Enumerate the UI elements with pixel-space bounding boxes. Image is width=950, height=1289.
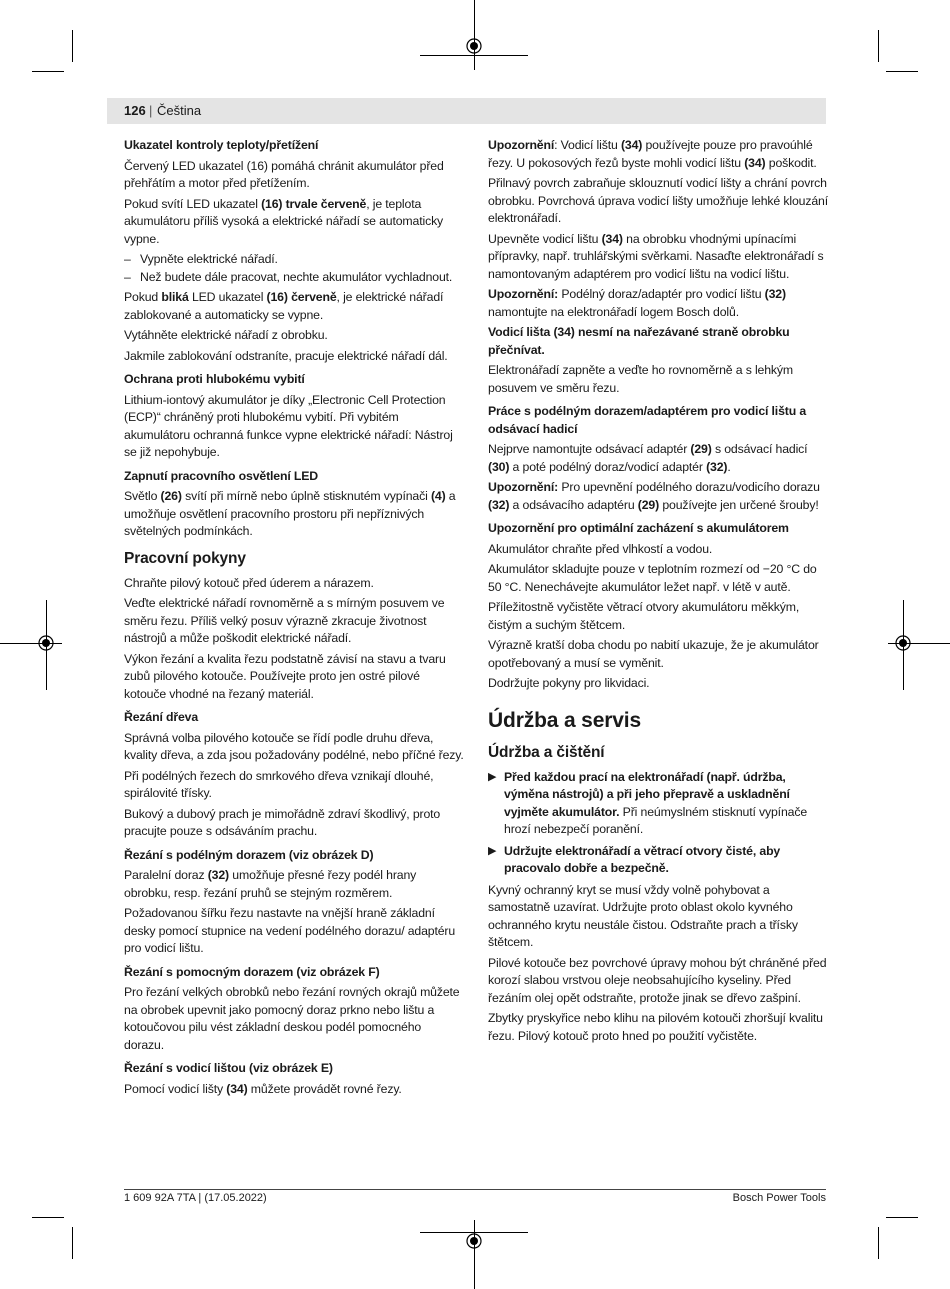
crop-mark <box>32 1217 64 1218</box>
crop-mark <box>474 1220 475 1289</box>
warning-bullet-icon: ▶ <box>488 770 497 783</box>
paragraph: Veďte elektrické nářadí rovnoměrně a s mírným posuvem ve směru řezu. Příliš velký posuv výrazně zkracuje životnost nástrojů a může poškodit elektrické nářadí. <box>124 596 445 645</box>
paragraph: Upozornění: Pro upevnění podélného dorazu/vodicího dorazu (32) a odsávacího adaptéru (29) používejte jen určené šrouby! <box>488 480 820 512</box>
paragraph: Příležitostně vyčistěte větrací otvory akumulátoru měkkým, čistým a suchým štětcem. <box>488 600 800 632</box>
paragraph: Pro řezání velkých obrobků nebo řezání rovných okrajů můžete na obrobek upevnit jako pomocný doraz prkno nebo lištu a kotoučovou pilu vést základní deskou podél pomocného dorazu. <box>124 985 460 1052</box>
warning-bullet-icon: ▶ <box>488 844 497 857</box>
footer-doc-id: 1 609 92A 7TA | (17.05.2022) <box>124 1192 267 1204</box>
crop-mark <box>72 30 73 62</box>
left-column <box>124 137 464 1101</box>
warning-item: ▶ Udržujte elektronářadí a větrací otvory čisté, aby pracovalo dobře a bezpečně. <box>488 843 781 875</box>
page-number: 126 <box>124 103 146 118</box>
paragraph: Paralelní doraz (32) umožňuje přesné řezy podél hrany obrobku, resp. řezání pruhů se stejným rozměrem. <box>124 868 417 900</box>
paragraph: Červený LED ukazatel (16) pomáhá chránit akumulátor před přehřátím a motor před přetížením. <box>124 158 444 190</box>
heading-adapter-hose: Práce s podélným dorazem/adaptérem pro vodicí lištu a odsávací hadicí <box>488 404 807 436</box>
paragraph: Přilnavý povrch zabraňuje sklouznutí vodicí lišty a chrání povrch obrobku. Povrchová úprava vodicí lišty umožňuje lehké klouzání elektronářadí. <box>488 176 828 225</box>
list-item: – Vypněte elektrické nářadí. <box>124 251 464 269</box>
header-bar <box>107 98 826 124</box>
heading-maintenance-service: Údržba a servis <box>488 708 641 732</box>
heading-deep-discharge: Ochrana proti hlubokému vybití <box>124 372 305 386</box>
paragraph: Upozornění: Podélný doraz/adaptér pro vodicí lištu (32) namontujte na elektronářadí logem Bosch dolů. <box>488 287 786 319</box>
paragraph: Při podélných řezech do smrkového dřeva vznikají dlouhé, spirálovité třísky. <box>124 768 434 800</box>
paragraph: Pilové kotouče bez povrchové úpravy mohou být chráněné před korozí slabou vrstvou oleje neobsahujícího kyseliny. Před řezáním olej opět odstraňte, protože jinak se dřevo zašpiní. <box>488 955 827 1005</box>
paragraph: Kyvný ochranný kryt se musí vždy volně pohybovat a samostatně uzavírat. Udržujte proto oblast okolo kyvného ochranného krytu neustále čistou. Odstraňte prach a třísky štětcem. <box>488 882 798 949</box>
header-language: Čeština <box>157 103 202 118</box>
right-column <box>488 137 828 1048</box>
paragraph: Zbytky pryskyřice nebo klihu na pilovém kotouči zhoršují kvalitu řezu. Pilový kotouč proto hned po použití vyčistěte. <box>488 1011 823 1043</box>
paragraph: Pokud svítí LED ukazatel (16) trvale červeně, je teplota akumulátoru příliš vysoká a elektrické nářadí se automaticky vypne. <box>124 196 444 246</box>
heading-wood-cutting: Řezání dřeva <box>124 710 199 724</box>
dash-list <box>124 251 464 286</box>
paragraph: Světlo (26) svítí při mírně nebo úplně stisknutém vypínači (4) a umožňuje osvětlení pracovního prostoru při nepříznivých světelných podmínkách. <box>124 489 456 538</box>
crop-mark <box>474 0 475 70</box>
crop-mark <box>878 1227 879 1259</box>
warning-item: ▶ Před každou prací na elektronářadí (např. údržba, výměna nástrojů) a při jeho přepravě a uskladnění vyjměte akumulátor. Při neúmyslném stisknutí vypínače hrozí nebezpečí poranění. <box>488 769 808 836</box>
footer-brand: Bosch Power Tools <box>732 1192 826 1204</box>
paragraph: Chraňte pilový kotouč před úderem a nárazem. <box>124 575 374 590</box>
heading-guide-rail: Řezání s vodicí lištou (viz obrázek E) <box>124 1061 333 1075</box>
paragraph: Nejprve namontujte odsávací adaptér (29) s odsávací hadicí (30) a poté podélný doraz/vodicí adaptér (32). <box>488 442 808 474</box>
registration-target-icon <box>37 634 55 652</box>
paragraph: Jakmile zablokování odstraníte, pracuje elektrické nářadí dál. <box>124 348 448 363</box>
heading-auxiliary-fence: Řezání s pomocným dorazem (viz obrázek F) <box>124 964 380 979</box>
crop-mark <box>886 1217 918 1218</box>
paragraph: Pomocí vodicí lišty (34) můžete provádět rovné řezy. <box>124 1081 402 1096</box>
registration-target-icon <box>465 1232 483 1250</box>
paragraph: Lithium-iontový akumulátor je díky „Electronic Cell Protection (ECP)“ chráněný proti hlubokému vybití. Při vybitém akumulátoru ochranná funkce vypne elektrické nářadí: Nástroj se již nepohybuje. <box>124 392 453 459</box>
crop-mark <box>72 1227 73 1259</box>
paragraph: Správná volba pilového kotouče se řídí podle druhu dřeva, kvality dřeva, a zda jsou požadovány podélné, nebo příčné řezy. <box>124 730 464 762</box>
paragraph: Dodržujte pokyny pro likvidaci. <box>488 676 650 690</box>
heading-battery-handling: Upozornění pro optimální zacházení s akumulátorem <box>488 521 789 535</box>
paragraph: Pokud bliká LED ukazatel (16) červeně, je elektrické nářadí zablokované a automaticky se vypne. <box>124 290 444 322</box>
paragraph: Vodicí lišta (34) nesmí na nařezávané straně obrobku přečnívat. <box>488 325 790 357</box>
footer-rule <box>124 1189 826 1190</box>
heading-maintenance-cleaning: Údržba a čištění <box>488 743 605 761</box>
header-separator: | <box>149 103 153 118</box>
paragraph: Výrazně kratší doba chodu po nabití ukazuje, že je akumulátor opotřebovaný a musí se vyměnit. <box>488 638 819 670</box>
heading-working-instructions: Pracovní pokyny <box>124 549 246 567</box>
list-item: – Než budete dále pracovat, nechte akumulátor vychladnout. <box>124 269 464 287</box>
paragraph: Akumulátor skladujte pouze v teplotním rozmezí od −20 °C do 50 °C. Nenechávejte akumulátor ležet např. v létě v autě. <box>488 562 817 594</box>
crop-mark <box>878 30 879 62</box>
paragraph: Elektronářadí zapněte a veďte ho rovnoměrně a s lehkým posuvem ve směru řezu. <box>488 363 794 395</box>
paragraph: Požadovanou šířku řezu nastavte na vnější hraně základní desky pomocí stupnice na vedení podélného dorazu/ adaptéru pro vodicí lištu. <box>124 906 456 955</box>
heading-rip-fence: Řezání s podélným dorazem (viz obrázek D) <box>124 847 374 862</box>
crop-mark <box>32 71 64 72</box>
crop-mark <box>420 55 528 56</box>
crop-mark <box>886 71 918 72</box>
heading-temperature: Ukazatel kontroly teploty/přetížení <box>124 138 319 152</box>
paragraph: Upozornění: Vodicí lištu (34) používejte pouze pro pravoúhlé řezy. U pokosových řezů byste mohli vodicí lištu (34) poškodit. <box>488 138 817 170</box>
paragraph: Upevněte vodicí lištu (34) na obrobku vhodnými upínacími přípravky, např. truhlářskými svěrkami. Nasaďte elektronářadí s namontovaným adaptérem pro vodicí lištu na vodicí lištu. <box>488 231 824 281</box>
registration-target-icon <box>894 634 912 652</box>
paragraph: Bukový a dubový prach je mimořádně zdraví škodlivý, proto pracujte pouze s odsáváním prachu. <box>124 806 441 838</box>
paragraph: Výkon řezání a kvalita řezu podstatně závisí na stavu a tvaru zubů pilového kotouče. Používejte proto jen ostré pilové kotouče vhodné na řezaný materiál. <box>124 651 446 701</box>
heading-led-light: Zapnutí pracovního osvětlení LED <box>124 468 319 483</box>
registration-target-icon <box>465 37 483 55</box>
paragraph: Vytáhněte elektrické nářadí z obrobku. <box>124 328 328 342</box>
paragraph: Akumulátor chraňte před vlhkostí a vodou. <box>488 541 713 556</box>
